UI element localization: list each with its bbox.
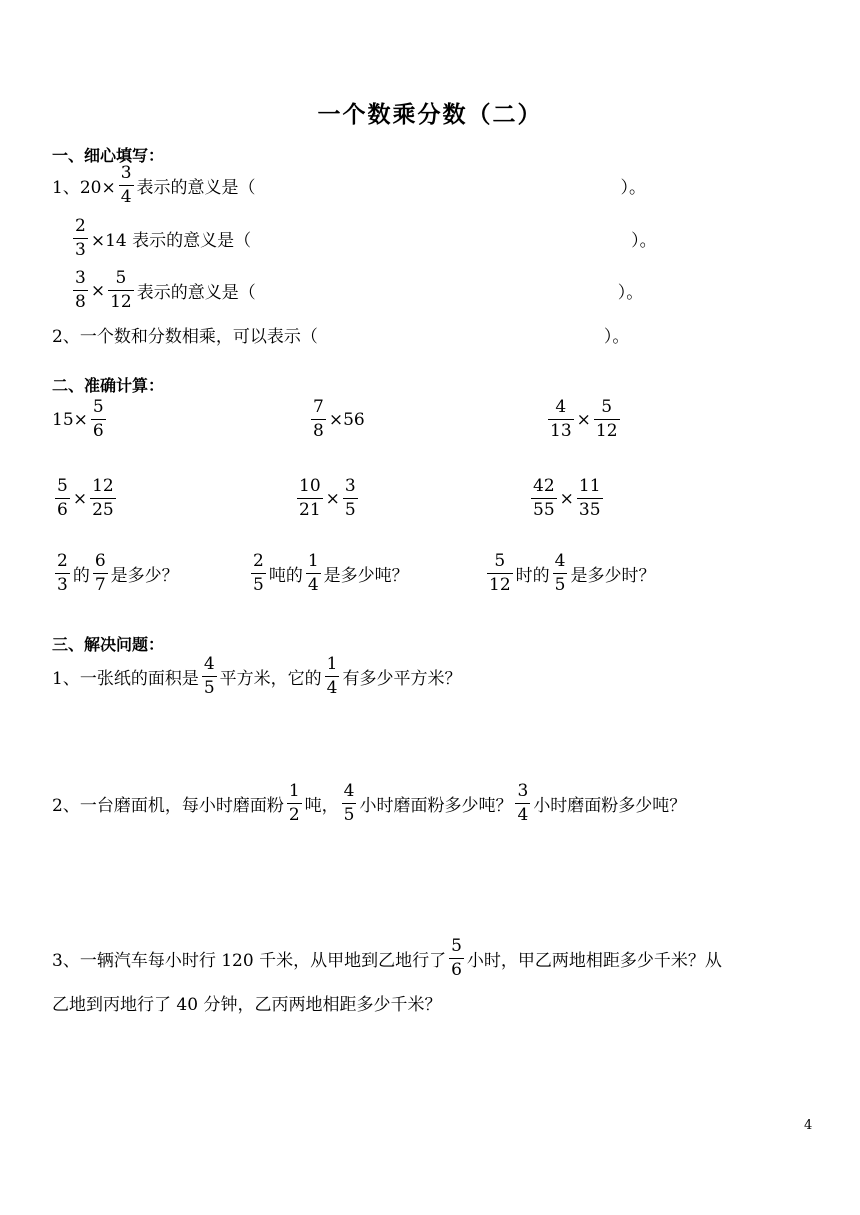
fraction — [515, 783, 530, 824]
denominator: 7 — [94, 575, 106, 595]
problem-text: 小时，甲乙两地相距多少千米？从 — [466, 951, 722, 971]
fraction — [553, 553, 568, 594]
calc-expression-5 — [294, 478, 361, 519]
expression-text: 15× — [52, 409, 88, 430]
numerator: 4 — [203, 654, 215, 674]
fraction — [343, 478, 358, 519]
calc-expression-4 — [52, 478, 119, 519]
numerator: 3 — [120, 163, 132, 183]
question-text: 时的 — [515, 566, 550, 586]
denominator: 4 — [120, 187, 132, 207]
question-1b — [70, 218, 657, 259]
denominator: 13 — [550, 421, 572, 441]
fraction — [287, 783, 302, 824]
problem-text: 小时磨面粉多少吨？ — [359, 796, 513, 816]
denominator: 5 — [554, 575, 566, 595]
numerator: 5 — [494, 551, 506, 571]
numerator: 6 — [94, 551, 106, 571]
fraction — [55, 478, 70, 519]
fraction — [297, 478, 323, 519]
expression-text: ×56 — [328, 409, 365, 430]
numerator: 3 — [344, 476, 356, 496]
numerator: 4 — [554, 551, 566, 571]
q1a-text: 表示的意义是（ — [136, 178, 256, 198]
numerator: 2 — [253, 551, 264, 571]
word-question-3 — [484, 553, 655, 594]
times-sign: × — [90, 280, 106, 301]
numerator: 42 — [533, 476, 555, 496]
question-1c — [70, 270, 643, 311]
calc-expression-6 — [528, 478, 606, 519]
fraction — [594, 399, 620, 440]
fraction — [487, 553, 513, 594]
problem-3-line-2: 乙地到丙地行了 40 分钟，乙丙两地相距多少千米？ — [52, 995, 442, 1015]
denominator: 25 — [92, 500, 114, 520]
denominator: 8 — [313, 421, 324, 441]
fraction — [325, 656, 340, 697]
problem-2 — [52, 783, 686, 824]
fraction — [90, 478, 116, 519]
denominator: 3 — [75, 240, 86, 260]
numerator: 3 — [75, 268, 86, 288]
denominator: 4 — [517, 805, 529, 825]
question-text: 是多少时？ — [570, 566, 656, 586]
numerator: 1 — [307, 551, 319, 571]
q1b-text: ×14 表示的意义是（ — [90, 231, 252, 251]
word-question-1 — [52, 553, 179, 594]
numerator: 5 — [601, 397, 613, 417]
problem-text: 平方米，它的 — [219, 669, 322, 689]
q1b-fraction — [73, 218, 88, 259]
calc-expression-1 — [52, 399, 109, 440]
fraction — [91, 399, 106, 440]
q1c-fraction-1 — [73, 270, 88, 311]
fraction — [548, 399, 574, 440]
calc-expression-2 — [308, 399, 365, 440]
numerator: 2 — [75, 216, 86, 236]
denominator: 6 — [451, 960, 462, 980]
problem-1 — [52, 656, 461, 697]
numerator: 7 — [313, 397, 324, 417]
q1c-close: ）。 — [617, 283, 644, 303]
section3-heading: 三、解决问题： — [52, 635, 165, 654]
question-text: 是多少吨？ — [323, 566, 409, 586]
denominator: 8 — [75, 292, 86, 312]
q1a-fraction — [119, 165, 134, 206]
numerator: 11 — [578, 476, 601, 496]
question-text: 吨的 — [268, 566, 303, 586]
question-text: 的 — [72, 566, 90, 586]
fraction — [93, 553, 108, 594]
fraction — [306, 553, 321, 594]
q1b-close: ）。 — [631, 231, 657, 251]
numerator: 5 — [451, 936, 462, 956]
q1a-close: ）。 — [620, 178, 647, 198]
question-1a — [52, 165, 646, 206]
numerator: 2 — [57, 551, 68, 571]
numerator: 1 — [288, 781, 300, 801]
fraction — [449, 938, 464, 979]
problem-text: 2、一台磨面机，每小时磨面粉 — [52, 796, 284, 816]
numerator: 4 — [343, 781, 355, 801]
fraction — [202, 656, 217, 697]
section1-heading: 一、细心填写： — [52, 146, 165, 165]
denominator: 55 — [533, 500, 555, 520]
problem-text: 小时磨面粉多少吨？ — [533, 796, 687, 816]
page-title: 一个数乘分数（二） — [317, 102, 543, 128]
q1c-fraction-2 — [108, 270, 134, 311]
numerator: 10 — [299, 476, 321, 496]
problem-3-line-1 — [52, 938, 722, 979]
denominator: 12 — [110, 292, 132, 312]
denominator: 3 — [57, 575, 68, 595]
numerator: 5 — [115, 268, 127, 288]
numerator: 5 — [92, 397, 104, 417]
denominator: 4 — [307, 575, 319, 595]
times-sign: × — [72, 488, 88, 509]
denominator: 35 — [578, 500, 601, 520]
fraction — [311, 399, 326, 440]
page-number: 4 — [804, 1118, 813, 1133]
denominator: 4 — [326, 678, 338, 698]
numerator: 4 — [555, 397, 567, 417]
numerator: 3 — [517, 781, 529, 801]
fraction — [55, 553, 70, 594]
question-2 — [52, 322, 629, 347]
denominator: 5 — [253, 575, 264, 595]
fraction — [577, 478, 603, 519]
word-question-2 — [248, 553, 409, 594]
calc-expression-3 — [545, 399, 623, 440]
fraction — [531, 478, 557, 519]
denominator: 5 — [343, 805, 355, 825]
problem-text: 吨， — [304, 796, 339, 816]
question-text: 是多少？ — [110, 566, 179, 586]
q2-text: 2、一个数和分数相乘，可以表示（ — [52, 327, 318, 347]
denominator: 6 — [92, 421, 104, 441]
fraction — [251, 553, 266, 594]
q1a-prefix: 1、20× — [52, 178, 116, 198]
numerator: 5 — [57, 476, 68, 496]
denominator: 5 — [203, 678, 215, 698]
denominator: 6 — [57, 500, 68, 520]
problem-text: 3、一辆汽车每小时行 120 千米，从甲地到乙地行了 — [52, 951, 447, 971]
denominator: 2 — [288, 805, 300, 825]
denominator: 12 — [595, 421, 618, 441]
numerator: 12 — [92, 476, 114, 496]
denominator: 12 — [489, 575, 511, 595]
section2-heading: 二、准确计算： — [52, 376, 165, 395]
times-sign: × — [325, 488, 340, 509]
q2-close: ）。 — [603, 327, 630, 347]
denominator: 21 — [299, 500, 321, 520]
problem-text: 有多少平方米？ — [342, 669, 462, 689]
numerator: 1 — [326, 654, 338, 674]
denominator: 5 — [344, 500, 356, 520]
problem-text: 1、一张纸的面积是 — [52, 669, 199, 689]
times-sign: × — [576, 409, 591, 430]
fraction — [342, 783, 357, 824]
times-sign: × — [559, 488, 574, 509]
q1c-text: 表示的意义是（ — [136, 283, 256, 303]
